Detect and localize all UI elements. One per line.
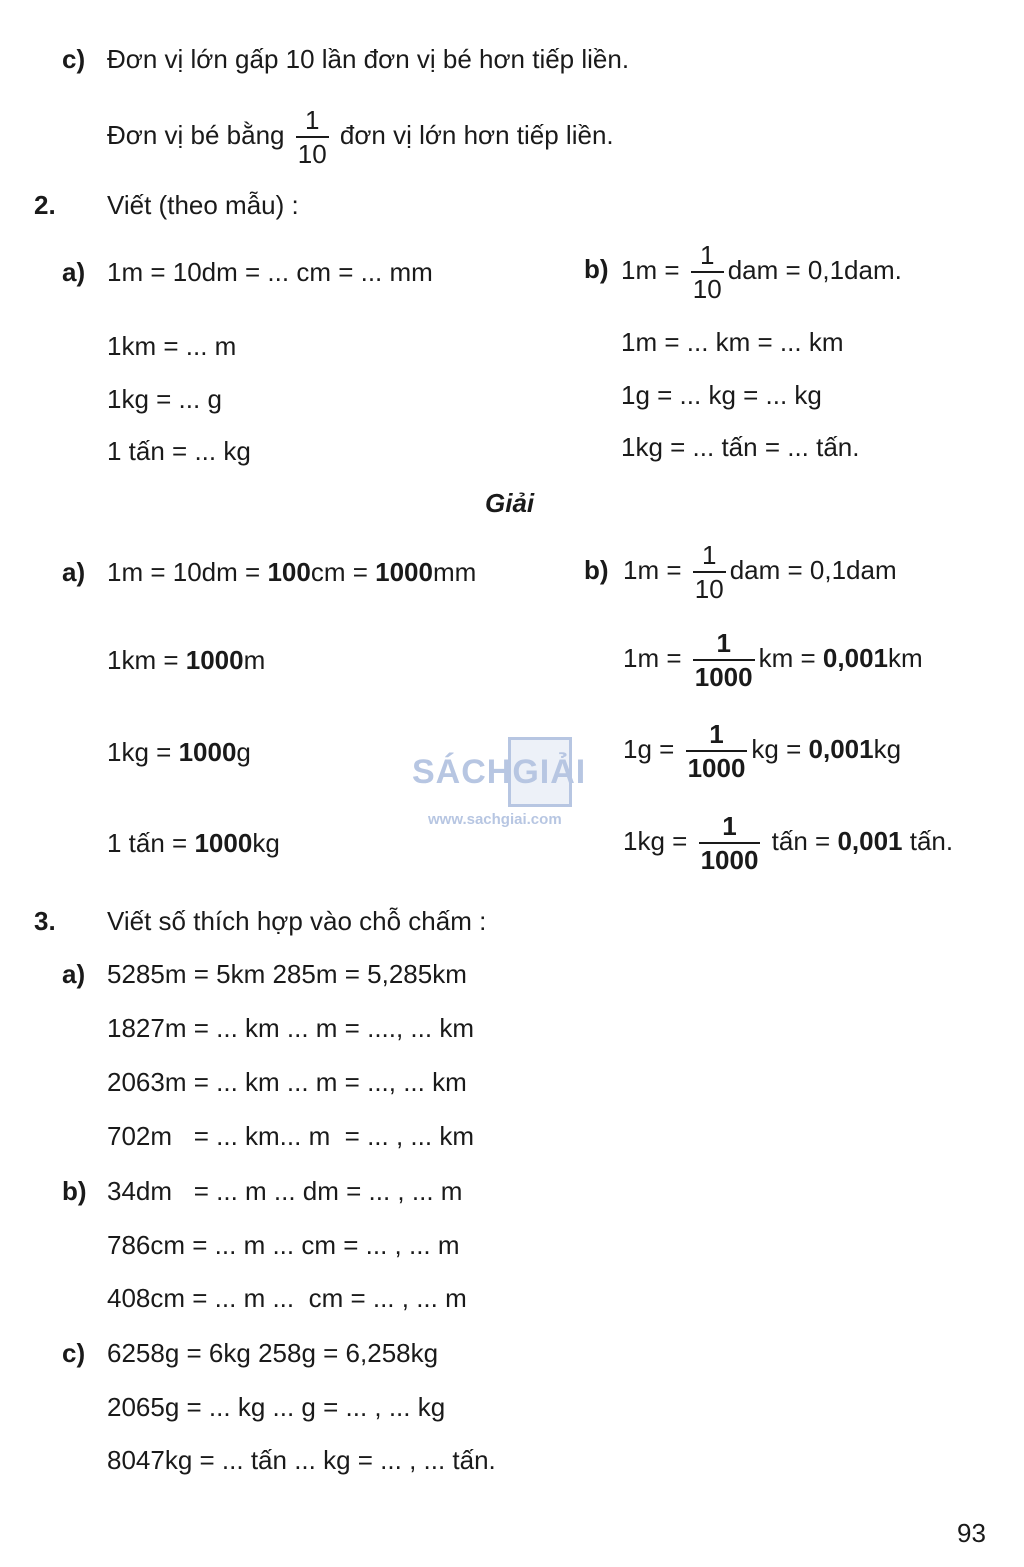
ex2-a-label: a) bbox=[62, 257, 86, 287]
sol-b-l4-post: tấn. bbox=[909, 826, 954, 856]
fraction-1-10 bbox=[691, 240, 724, 305]
ex3-b-line2: 786cm = ... m ... cm = ... , ... m bbox=[107, 1230, 460, 1260]
sol-a-l3-answer: 1000 bbox=[178, 737, 237, 767]
sol-b-l3-post: kg bbox=[873, 734, 902, 764]
ex3-a-line4: 702m = ... km... m = ... , ... km bbox=[107, 1121, 474, 1151]
sol-b-l3-pre: 1g = bbox=[623, 734, 675, 764]
sol-b-l1-pre: 1m = bbox=[623, 555, 682, 585]
sol-b-l2-mid: km = bbox=[758, 643, 816, 673]
sol-a-l1-post: mm bbox=[432, 557, 477, 587]
frac-num: 1 bbox=[304, 105, 320, 136]
ex2-b-line1-post: dam = 0,1dam. bbox=[727, 255, 902, 285]
fraction-1-10 bbox=[693, 540, 726, 605]
sol-a-l1-answer2: 1000 bbox=[375, 557, 433, 587]
ex3-b-line1: 34dm = ... m ... dm = ... , ... m bbox=[107, 1176, 463, 1206]
sol-b-line4 bbox=[623, 808, 953, 874]
frac-den: 10 bbox=[296, 136, 329, 167]
sol-a-l2-answer: 1000 bbox=[185, 645, 244, 675]
frac-num: 1 bbox=[716, 628, 731, 659]
frac-den: 10 bbox=[693, 571, 726, 602]
frac-num: 1 bbox=[709, 719, 724, 750]
sol-a-l4-answer: 1000 bbox=[194, 828, 253, 858]
ex2-number: 2. bbox=[34, 190, 56, 220]
sol-b-l3-mid: kg = bbox=[751, 734, 802, 764]
ex2-title: Viết (theo mẫu) : bbox=[107, 190, 299, 220]
watermark-brand-g: G bbox=[512, 753, 540, 791]
sol-a-l2-pre: 1km = bbox=[107, 645, 179, 675]
watermark-brand-pre: SÁCH bbox=[412, 753, 513, 791]
ex2-a-line1: 1m = 10dm = ... cm = ... mm bbox=[107, 257, 433, 287]
sol-b-line2 bbox=[623, 625, 923, 691]
sol-a-l1-mid: cm = bbox=[310, 557, 368, 587]
sol-a-line3 bbox=[107, 737, 251, 767]
part-c-line2-pre: Đơn vị bé bằng bbox=[107, 120, 285, 150]
sol-b-l2-answer: 0,001 bbox=[822, 643, 888, 673]
frac-num: 1 bbox=[699, 240, 715, 271]
sol-a-line1 bbox=[107, 557, 476, 587]
frac-den: 10 bbox=[691, 271, 724, 302]
part-c-line2-post: đơn vị lớn hơn tiếp liền. bbox=[339, 120, 614, 150]
frac-den: 1000 bbox=[686, 750, 748, 781]
ex2-b-line2: 1m = ... km = ... km bbox=[621, 327, 844, 357]
solution-title: Giải bbox=[485, 488, 535, 518]
watermark-brand bbox=[412, 753, 586, 792]
ex2-a-line3: 1kg = ... g bbox=[107, 384, 222, 414]
ex3-a-line3: 2063m = ... km ... m = ..., ... km bbox=[107, 1067, 467, 1097]
ex3-a-line1: 5285m = 5km 285m = 5,285km bbox=[107, 959, 467, 989]
sol-b-line3 bbox=[623, 716, 901, 782]
sol-a-l2-post: m bbox=[243, 645, 266, 675]
ex2-b-line3: 1g = ... kg = ... kg bbox=[621, 380, 822, 410]
watermark-logo-box bbox=[508, 737, 572, 807]
ex3-c-line1: 6258g = 6kg 258g = 6,258kg bbox=[107, 1338, 439, 1368]
frac-num: 1 bbox=[722, 811, 737, 842]
part-c-line2 bbox=[107, 105, 614, 170]
ex3-c-label: c) bbox=[62, 1338, 86, 1368]
fraction-1-10 bbox=[296, 105, 329, 170]
watermark-brand-post: IẢI bbox=[539, 753, 587, 791]
ex2-a-line2: 1km = ... m bbox=[107, 331, 237, 361]
fraction-1-1000 bbox=[693, 628, 755, 693]
ex3-title: Viết số thích hợp vào chỗ chấm : bbox=[107, 906, 487, 936]
sol-a-l3-pre: 1kg = bbox=[107, 737, 172, 767]
sol-b-l4-pre: 1kg = bbox=[623, 826, 688, 856]
sol-b-l4-answer: 0,001 bbox=[837, 826, 903, 856]
watermark bbox=[412, 735, 612, 835]
ex2-b-line1-pre: 1m = bbox=[621, 255, 680, 285]
ex3-b-label: b) bbox=[62, 1176, 87, 1206]
sol-b-line1 bbox=[623, 540, 897, 605]
sol-a-line4 bbox=[107, 828, 280, 858]
ex2-b-line4: 1kg = ... tấn = ... tấn. bbox=[621, 432, 860, 462]
ex3-c-line2: 2065g = ... kg ... g = ... , ... kg bbox=[107, 1392, 446, 1422]
frac-den: 1000 bbox=[699, 842, 761, 873]
sol-a-l1-answer1: 100 bbox=[267, 557, 311, 587]
ex3-a-label: a) bbox=[62, 959, 86, 989]
sol-a-l1-pre: 1m = 10dm = bbox=[107, 557, 261, 587]
ex3-b-line3: 408cm = ... m ... cm = ... , ... m bbox=[107, 1283, 467, 1313]
ex2-a-line4: 1 tấn = ... kg bbox=[107, 436, 251, 466]
sol-a-label: a) bbox=[62, 557, 86, 587]
ex2-b-label: b) bbox=[584, 254, 609, 284]
sol-b-l4-mid: tấn = bbox=[771, 826, 831, 856]
part-c-line1: Đơn vị lớn gấp 10 lần đơn vị bé hơn tiếp liền. bbox=[107, 44, 630, 74]
ex2-b-line1 bbox=[621, 240, 902, 305]
ex3-number: 3. bbox=[34, 906, 56, 936]
frac-num: 1 bbox=[701, 540, 717, 571]
part-c-label: c) bbox=[62, 44, 86, 74]
ex3-a-line2: 1827m = ... km ... m = ...., ... km bbox=[107, 1013, 474, 1043]
sol-b-l3-answer: 0,001 bbox=[808, 734, 874, 764]
sol-b-label: b) bbox=[584, 555, 609, 585]
sol-b-l1-post: dam = 0,1dam bbox=[729, 555, 897, 585]
page-number: 93 bbox=[957, 1518, 986, 1548]
watermark-url: www.sachgiai.com bbox=[428, 811, 562, 828]
sol-a-l4-pre: 1 tấn = bbox=[107, 828, 188, 858]
ex3-c-line3: 8047kg = ... tấn ... kg = ... , ... tấn. bbox=[107, 1445, 496, 1475]
sol-a-line2 bbox=[107, 645, 265, 675]
sol-b-l2-post: km bbox=[888, 643, 923, 673]
sol-a-l4-post: kg bbox=[252, 828, 280, 858]
fraction-1-1000 bbox=[686, 719, 748, 784]
frac-den: 1000 bbox=[693, 659, 755, 690]
sol-b-l2-pre: 1m = bbox=[623, 643, 682, 673]
sol-a-l3-post: g bbox=[236, 737, 251, 767]
fraction-1-1000 bbox=[699, 811, 761, 876]
